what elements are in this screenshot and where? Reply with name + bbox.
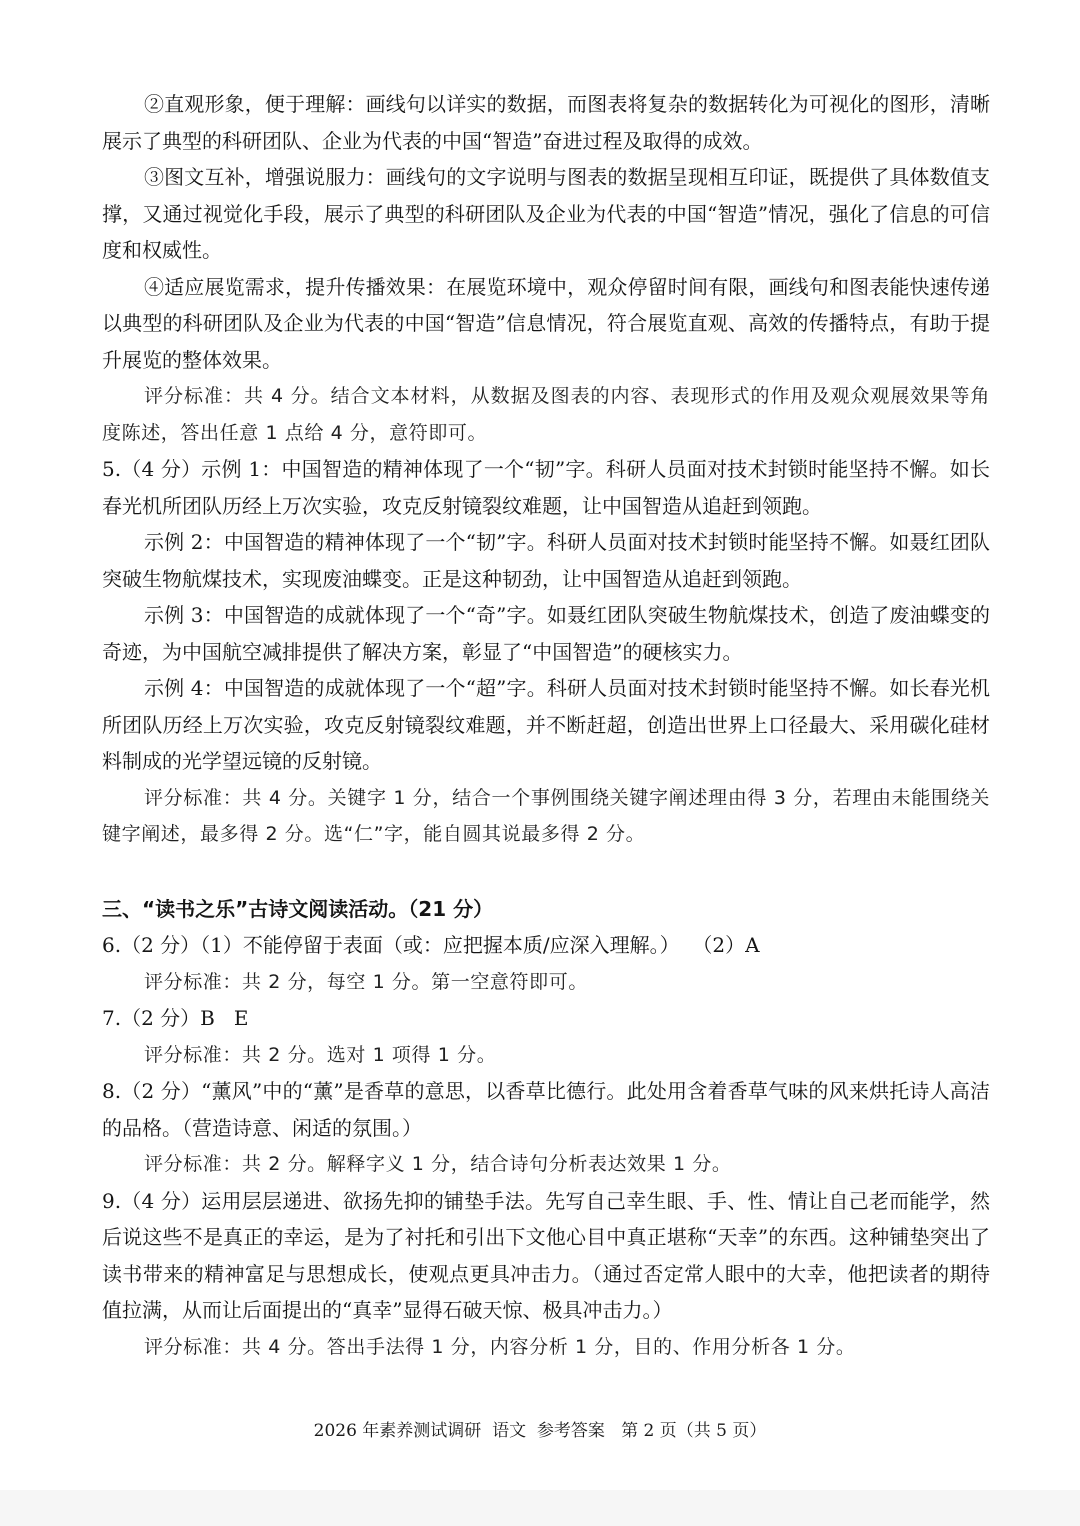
question-7-answer: 7.（2 分）B E [102,1006,249,1030]
answer-point-2: ②直观形象，便于理解：画线句以详实的数据，而图表将复杂的数据转化为可视化的图形，清晰展示了典型的科研团队、企业为代表的中国“智造”奋进过程及取得的成效。 [102,92,990,153]
question-5-answer: 5.（4 分）示例 1：中国智造的精神体现了一个“韧”字。科研人员面对技术封锁时能坚持不懈。如长春光机所团队历经上万次实验，攻克反射镜裂纹难题，让中国智造从追赶到领跑。 [102,457,990,518]
page-bottom-edge [0,1490,1080,1526]
answer-point-4: ④适应展览需求，提升传播效果：在展览环境中，观众停留时间有限，画线句和图表能快速传递以典型的科研团队及企业为代表的中国“智造”信息情况，符合展览直观、高效的传播特点，有助于提升展览的整体效果。 [102,274,990,372]
scoring-criteria-q4: 评分标准：共 4 分。结合文本材料，从数据及图表的内容、表现形式的作用及观众观展效果等角度陈述，答出任意 1 点给 4 分，意符即可。 [102,385,990,444]
question-8-answer: 8.（2 分）“薰风”中的“薰”是香草的意思，以香草比德行。此处用含着香草气味的风来烘托诗人高洁的品格。（营造诗意、闲适的氛围。） [102,1079,990,1140]
page-footer: 2026 年素养测试调研 语文 参考答案 第 2 页（共 5 页） [313,1421,767,1441]
question-5-example-4: 示例 4：中国智造的成就体现了一个“超”字。科研人员面对技术封锁时能坚持不懈。如长春光机所团队历经上万次实验，攻克反射镜裂纹难题，并不断赶超，创造出世界上口径最大、采用碳化硅材料制成的光学望远镜的反射镜。 [102,676,990,773]
section-3-heading: 三、“读书之乐”古诗文阅读活动。（21 分） [102,896,494,921]
scoring-criteria-q6: 评分标准：共 2 分，每空 1 分。第一空意符即可。 [144,970,588,993]
page-content [102,86,990,1365]
scoring-criteria-q8: 评分标准：共 2 分。解释字义 1 分，结合诗句分析表达效果 1 分。 [144,1153,732,1175]
scoring-criteria-q9: 评分标准：共 4 分。答出手法得 1 分，内容分析 1 分，目的、作用分析各 1 分。 [144,1335,856,1358]
question-5-example-3: 示例 3：中国智造的成就体现了一个“奇”字。如聂红团队突破生物航煤技术，创造了废油蝶变的奇迹，为中国航空减排提供了解决方案，彰显了“中国智造”的硬核实力。 [102,603,990,664]
question-5-example-2: 示例 2：中国智造的精神体现了一个“韧”字。科研人员面对技术封锁时能坚持不懈。如聂红团队突破生物航煤技术，实现废油蝶变。正是这种韧劲，让中国智造从追赶到领跑。 [102,530,990,591]
scoring-criteria-q7: 评分标准：共 2 分。选对 1 项得 1 分。 [144,1043,497,1066]
answer-point-3: ③图文互补，增强说服力：画线句的文字说明与图表的数据呈现相互印证，既提供了具体数值支撑，又通过视觉化手段，展示了典型的科研团队及企业为代表的中国“智造”情况，强化了信息的可信度和权威性。 [102,165,990,262]
question-9-answer: 9.（4 分）运用层层递进、欲扬先抑的铺垫手法。先写自己幸生眼、手、性、情让自己老而能学，然后说这些不是真正的幸运，是为了衬托和引出下文他心目中真正堪称“天幸”的东西。这种铺垫突出了读书带来的精神富足与思想成长，使观点更具冲击力。（通过否定常人眼中的大幸，他把读者的期待值拉满，从而让后面提出的“真幸”显得石破天惊、极具冲击力。） [102,1188,990,1322]
question-6-answer: 6.（2 分）（1）不能停留于表面（或：应把握本质/应深入理解。） （2）A [102,933,760,957]
scoring-criteria-q5: 评分标准：共 4 分。关键字 1 分，结合一个事例围绕关键字阐述理由得 3 分，若理由未能围绕关键字阐述，最多得 2 分。选“仁”字，能自圆其说最多得 2 分。 [102,786,990,845]
